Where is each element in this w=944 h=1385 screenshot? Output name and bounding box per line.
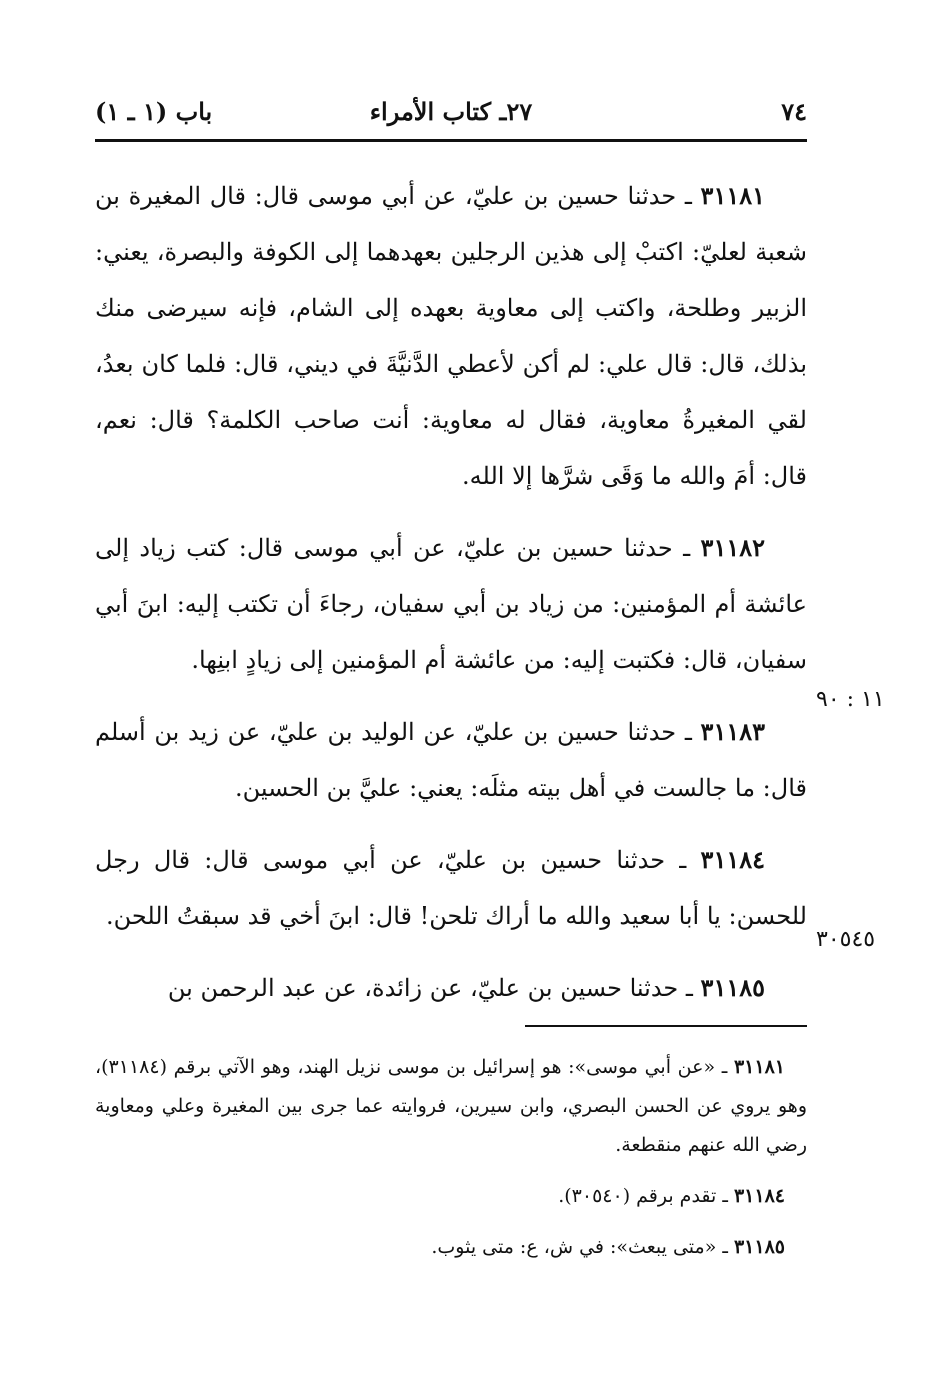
hadith-text: ـ حدثنا حسين بن عليّ، عن زائدة، عن عبد الرحمن بن — [167, 974, 701, 1002]
footnote-text: ـ «عن أبي موسى»: هو إسرائيل بن موسى نزيل الهند، وهو الآتي برقم (٣١١٨٤)، وهو يروي عن الحسن البصري، وابن سيرين، فروايته عما جرى بين المغيرة وعلي ومعاوية رضي الله عنهم منقطعة. — [95, 1056, 807, 1156]
hadith-number: ٣١١٨٢ — [700, 533, 765, 562]
hadith-text: ـ حدثنا حسين بن عليّ، عن أبي موسى قال: قال رجل للحسن: يا أبا سعيد والله ما أراك تلحن! قال: ابنَ أخي قد سبقتُ اللحن. — [95, 846, 807, 930]
hadith-31185 — [95, 960, 807, 1016]
main-text — [95, 168, 807, 1032]
hadith-number: ٣١١٨٤ — [700, 845, 765, 874]
footnote-number: ٣١١٨٤ — [733, 1185, 785, 1207]
footnote — [95, 1177, 807, 1216]
chapter-title: ٢٧ـ كتاب الأمراء — [369, 97, 533, 126]
hadith-number: ٣١١٨٣ — [700, 717, 765, 746]
margin-reference: ١١ : ٩٠ — [816, 687, 885, 712]
hadith-text: ـ حدثنا حسين بن عليّ، عن أبي موسى قال: كتب زياد إلى عائشة أم المؤمنين: من زياد بن أبي سفيان، رجاءَ أن تكتب إليه: ابنَ أبي سفيان، قال: فكتبت إليه: من عائشة أم المؤمنين إلى زيادٍ ابنِها. — [95, 534, 807, 674]
hadith-31181 — [95, 168, 807, 504]
hadith-31182 — [95, 520, 807, 688]
section-label: باب (١ ـ ١) — [95, 97, 213, 126]
hadith-31183 — [95, 704, 807, 816]
footnotes — [95, 1048, 807, 1279]
hadith-text: ـ حدثنا حسين بن عليّ، عن أبي موسى قال: قال المغيرة بن شعبة لعليّ: اكتبْ إلى هذين الرجلين بعهدهما إلى الكوفة والبصرة، يعني: الزبير وطلحة، واكتب إلى معاوية بعهده إلى الشام، فإنه سيرضى منك بذلك، قال: قال علي: لم أكن لأعطي الدَّنيَّةَ في ديني، قال: فلما كان بعدُ، لقي المغيرةُ معاوية، فقال له معاوية: أنت صاحب الكلمة؟ قال: نعم، قال: أمَ والله ما وَقَى شرَّها إلا الله. — [95, 182, 807, 490]
footnote-text: ـ تقدم برقم (٣٠٥٤٠). — [558, 1185, 734, 1207]
running-header — [95, 94, 807, 134]
footnote — [95, 1228, 807, 1267]
footnote-number: ٣١١٨١ — [733, 1056, 785, 1078]
hadith-number: ٣١١٨١ — [700, 181, 765, 210]
footnote-rule — [525, 1025, 807, 1027]
footnote — [95, 1048, 807, 1165]
header-rule — [95, 139, 807, 142]
margin-reference: ٣٠٥٤٥ — [816, 927, 876, 952]
page-number: ٧٤ — [781, 97, 807, 126]
footnote-number: ٣١١٨٥ — [733, 1236, 785, 1258]
hadith-number: ٣١١٨٥ — [700, 973, 765, 1002]
hadith-31184 — [95, 832, 807, 944]
hadith-text: ـ حدثنا حسين بن عليّ، عن الوليد بن عليّ، عن زيد بن أسلم قال: ما جالست في أهل بيته مثلَه: يعني: عليَّ بن الحسين. — [95, 718, 807, 802]
footnote-text: ـ «متى يبعث»: في ش، ع: متى يثوب. — [431, 1236, 734, 1258]
